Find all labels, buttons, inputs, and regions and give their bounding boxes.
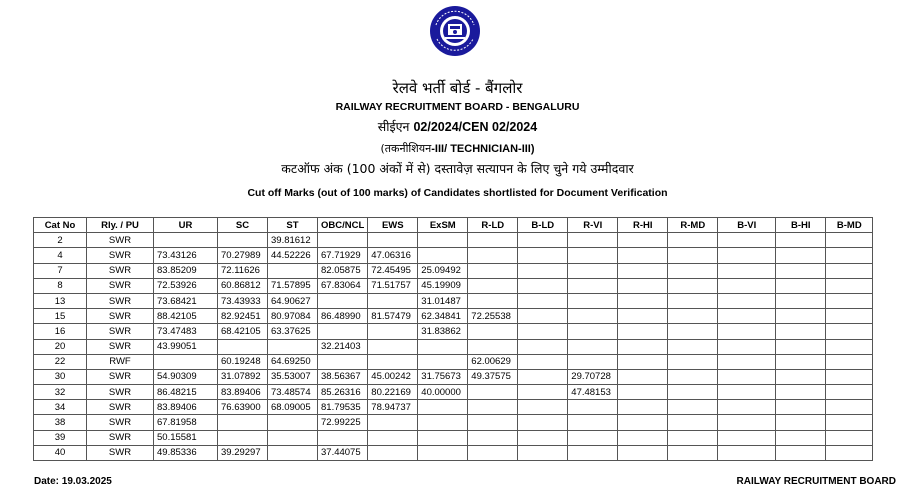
- table-cell: 71.51757: [368, 278, 418, 293]
- table-cell: [468, 248, 518, 263]
- cen-number: [0, 118, 915, 135]
- table-row: [34, 415, 873, 430]
- table-cell: 31.75673: [418, 369, 468, 384]
- table-cell: 31.83862: [418, 324, 468, 339]
- table-cell: [668, 385, 718, 400]
- table-cell: 40.00000: [418, 385, 468, 400]
- table-cell: 86.48215: [154, 385, 218, 400]
- table-cell: [776, 324, 826, 339]
- table-cell: [668, 278, 718, 293]
- table-cell: [568, 248, 618, 263]
- table-cell: SWR: [87, 400, 154, 415]
- table-cell: [718, 309, 776, 324]
- table-cell: [668, 400, 718, 415]
- table-cell: 70.27989: [218, 248, 268, 263]
- table-cell: [154, 233, 218, 248]
- table-cell: [618, 278, 668, 293]
- table-cell: 15: [34, 309, 87, 324]
- table-cell: 44.52226: [268, 248, 318, 263]
- table-cell: [468, 293, 518, 308]
- title-english: RAILWAY RECRUITMENT BOARD - BENGALURU: [335, 101, 580, 113]
- table-cell: [568, 309, 618, 324]
- table-cell: [618, 263, 668, 278]
- table-cell: [618, 309, 668, 324]
- table-cell: [718, 293, 776, 308]
- table-cell: [568, 339, 618, 354]
- table-cell: [468, 385, 518, 400]
- table-cell: 86.48990: [318, 309, 368, 324]
- table-cell: 37.44075: [318, 445, 368, 460]
- post-name: [0, 141, 915, 156]
- table-cell: RWF: [87, 354, 154, 369]
- table-cell: [368, 324, 418, 339]
- table-cell: [668, 324, 718, 339]
- table-cell: [368, 445, 418, 460]
- table-cell: [568, 445, 618, 460]
- table-cell: 78.94737: [368, 400, 418, 415]
- table-cell: 72.45495: [368, 263, 418, 278]
- table-cell: 35.53007: [268, 369, 318, 384]
- table-cell: 60.86812: [218, 278, 268, 293]
- table-cell: 81.57479: [368, 309, 418, 324]
- table-body: [34, 233, 873, 461]
- table-cell: 83.85209: [154, 263, 218, 278]
- table-cell: 72.53926: [154, 278, 218, 293]
- table-cell: [776, 233, 826, 248]
- table-cell: 31.07892: [218, 369, 268, 384]
- table-cell: [618, 400, 668, 415]
- table-cell: [218, 339, 268, 354]
- footer-organization: RAILWAY RECRUITMENT BOARD: [736, 476, 896, 487]
- table-cell: [718, 445, 776, 460]
- table-cell: [668, 445, 718, 460]
- table-cell: [668, 233, 718, 248]
- table-cell: [668, 415, 718, 430]
- table-row: [34, 354, 873, 369]
- table-cell: 31.01487: [418, 293, 468, 308]
- table-cell: 39.29297: [218, 445, 268, 460]
- table-cell: [668, 339, 718, 354]
- table-cell: 49.85336: [154, 445, 218, 460]
- subtitle-hindi: कटऑफ अंक (100 अंकों में से) दस्तावेज़ सत्यापन के लिए चुने गये उम्मीदवार: [281, 161, 634, 176]
- table-cell: [418, 445, 468, 460]
- table-cell: [468, 263, 518, 278]
- table-cell: [154, 354, 218, 369]
- table-cell: SWR: [87, 233, 154, 248]
- column-header: B-VI: [718, 218, 776, 233]
- column-header: Cat No: [34, 218, 87, 233]
- column-header: R-MD: [668, 218, 718, 233]
- table-cell: 62.00629: [468, 354, 518, 369]
- table-cell: 64.69250: [268, 354, 318, 369]
- table-cell: [468, 430, 518, 445]
- table-cell: [218, 233, 268, 248]
- table-cell: [618, 339, 668, 354]
- table-cell: [618, 324, 668, 339]
- table-cell: 72.11626: [218, 263, 268, 278]
- cutoff-marks-table: [33, 217, 873, 461]
- table-cell: [618, 415, 668, 430]
- table-cell: 34: [34, 400, 87, 415]
- table-cell: 4: [34, 248, 87, 263]
- table-row: [34, 369, 873, 384]
- table-cell: 43.99051: [154, 339, 218, 354]
- indian-railways-emblem-icon: [426, 5, 484, 57]
- table-cell: SWR: [87, 263, 154, 278]
- table-cell: [568, 324, 618, 339]
- table-cell: 22: [34, 354, 87, 369]
- table-cell: [776, 248, 826, 263]
- column-header: R-HI: [618, 218, 668, 233]
- table-cell: 54.90309: [154, 369, 218, 384]
- column-header: SC: [218, 218, 268, 233]
- table-cell: [418, 430, 468, 445]
- column-header: EWS: [368, 218, 418, 233]
- table-cell: [718, 263, 776, 278]
- table-cell: [468, 339, 518, 354]
- table-cell: 49.37575: [468, 369, 518, 384]
- table-cell: [318, 430, 368, 445]
- table-cell: [668, 263, 718, 278]
- table-cell: 47.06316: [368, 248, 418, 263]
- table-row: [34, 309, 873, 324]
- table-cell: 72.25538: [468, 309, 518, 324]
- table-cell: [718, 415, 776, 430]
- table-cell: [618, 354, 668, 369]
- table-cell: SWR: [87, 385, 154, 400]
- table-cell: [518, 400, 568, 415]
- table-cell: [668, 248, 718, 263]
- table-cell: 60.19248: [218, 354, 268, 369]
- table-cell: 68.09005: [268, 400, 318, 415]
- table-cell: [468, 324, 518, 339]
- table-cell: [776, 278, 826, 293]
- table-cell: [418, 248, 468, 263]
- table-cell: 76.63900: [218, 400, 268, 415]
- table-cell: [826, 400, 873, 415]
- table-cell: 2: [34, 233, 87, 248]
- table-cell: [826, 278, 873, 293]
- table-cell: 32.21403: [318, 339, 368, 354]
- table-cell: 39: [34, 430, 87, 445]
- table-cell: 73.43126: [154, 248, 218, 263]
- title-hindi: रेलवे भर्ती बोर्ड - बैंगलोर: [392, 79, 523, 97]
- table-cell: [618, 385, 668, 400]
- table-cell: 81.79535: [318, 400, 368, 415]
- table-row: [34, 293, 873, 308]
- table-cell: SWR: [87, 369, 154, 384]
- table-cell: [718, 248, 776, 263]
- table-cell: [318, 233, 368, 248]
- table-cell: 71.57895: [268, 278, 318, 293]
- table-cell: [718, 430, 776, 445]
- table-cell: SWR: [87, 278, 154, 293]
- table-cell: [776, 430, 826, 445]
- table-row: [34, 339, 873, 354]
- table-cell: [318, 293, 368, 308]
- column-header: B-LD: [518, 218, 568, 233]
- table-row: [34, 385, 873, 400]
- table-cell: [518, 354, 568, 369]
- table-cell: [218, 430, 268, 445]
- table-cell: 20: [34, 339, 87, 354]
- column-header: ExSM: [418, 218, 468, 233]
- table-cell: [826, 339, 873, 354]
- table-cell: [826, 248, 873, 263]
- table-cell: [268, 430, 318, 445]
- table-cell: 80.97084: [268, 309, 318, 324]
- table-cell: 64.90627: [268, 293, 318, 308]
- table-cell: 82.92451: [218, 309, 268, 324]
- table-row: [34, 278, 873, 293]
- table-cell: 83.89406: [154, 400, 218, 415]
- table-cell: [268, 263, 318, 278]
- table-cell: [368, 415, 418, 430]
- table-cell: [776, 293, 826, 308]
- table-cell: [718, 369, 776, 384]
- table-cell: [518, 293, 568, 308]
- table-cell: 45.19909: [418, 278, 468, 293]
- table-cell: [418, 354, 468, 369]
- table-cell: [568, 293, 618, 308]
- table-row: [34, 430, 873, 445]
- column-header: R-LD: [468, 218, 518, 233]
- post-hindi: (तकनीशियन: [380, 142, 432, 155]
- table-cell: [518, 233, 568, 248]
- table-cell: 67.71929: [318, 248, 368, 263]
- table-cell: 39.81612: [268, 233, 318, 248]
- table-cell: [776, 400, 826, 415]
- column-header: OBC/NCL: [318, 218, 368, 233]
- table-cell: [468, 445, 518, 460]
- table-cell: 62.34841: [418, 309, 468, 324]
- table-cell: 73.43933: [218, 293, 268, 308]
- table-cell: [826, 309, 873, 324]
- column-header: B-HI: [776, 218, 826, 233]
- table-cell: [518, 278, 568, 293]
- cen-hindi: सीईएन: [377, 119, 410, 134]
- table-cell: 73.47483: [154, 324, 218, 339]
- table-cell: 29.70728: [568, 369, 618, 384]
- table-cell: [826, 430, 873, 445]
- table-cell: [568, 415, 618, 430]
- table-cell: [718, 233, 776, 248]
- table-cell: 67.81958: [154, 415, 218, 430]
- table-cell: 88.42105: [154, 309, 218, 324]
- table-cell: [618, 233, 668, 248]
- table-cell: [518, 339, 568, 354]
- table-cell: [568, 400, 618, 415]
- table-cell: 85.26316: [318, 385, 368, 400]
- table-cell: [826, 385, 873, 400]
- table-cell: [418, 339, 468, 354]
- table-cell: 38.56367: [318, 369, 368, 384]
- table-cell: 13: [34, 293, 87, 308]
- table-cell: [468, 415, 518, 430]
- table-cell: [468, 278, 518, 293]
- table-cell: [718, 385, 776, 400]
- table-cell: [568, 354, 618, 369]
- table-cell: SWR: [87, 309, 154, 324]
- table-cell: [268, 415, 318, 430]
- column-header: R-VI: [568, 218, 618, 233]
- table-cell: [776, 263, 826, 278]
- table-cell: SWR: [87, 293, 154, 308]
- footer-date: Date: 19.03.2025: [34, 476, 112, 487]
- table-cell: [368, 430, 418, 445]
- table-cell: [618, 369, 668, 384]
- table-cell: [776, 385, 826, 400]
- table-cell: [776, 415, 826, 430]
- table-cell: 7: [34, 263, 87, 278]
- table-row: [34, 233, 873, 248]
- table-cell: [826, 445, 873, 460]
- table-cell: [776, 369, 826, 384]
- table-cell: SWR: [87, 248, 154, 263]
- table-row: [34, 324, 873, 339]
- table-cell: [826, 263, 873, 278]
- table-cell: 73.48574: [268, 385, 318, 400]
- table-row: [34, 445, 873, 460]
- table-cell: [518, 385, 568, 400]
- table-cell: 80.22169: [368, 385, 418, 400]
- table-cell: [518, 248, 568, 263]
- table-cell: [568, 430, 618, 445]
- table-cell: [368, 339, 418, 354]
- table-cell: [468, 233, 518, 248]
- table-cell: [668, 430, 718, 445]
- table-cell: [468, 400, 518, 415]
- cen-code: 02/2024/CEN 02/2024: [413, 120, 538, 134]
- table-cell: SWR: [87, 415, 154, 430]
- table-cell: [718, 324, 776, 339]
- table-cell: [668, 293, 718, 308]
- table-cell: 38: [34, 415, 87, 430]
- table-cell: [826, 324, 873, 339]
- table-cell: 68.42105: [218, 324, 268, 339]
- table-cell: 82.05875: [318, 263, 368, 278]
- table-cell: [568, 233, 618, 248]
- table-row: [34, 263, 873, 278]
- table-cell: [668, 309, 718, 324]
- table-cell: [618, 445, 668, 460]
- table-cell: SWR: [87, 324, 154, 339]
- table-cell: [618, 293, 668, 308]
- subtitle-english: Cut off Marks (out of 100 marks) of Candidates shortlisted for Document Verification: [247, 187, 668, 199]
- table-cell: [568, 263, 618, 278]
- table-cell: [718, 354, 776, 369]
- table-cell: SWR: [87, 430, 154, 445]
- table-cell: [568, 278, 618, 293]
- table-cell: 83.89406: [218, 385, 268, 400]
- table-cell: [826, 415, 873, 430]
- table-row: [34, 248, 873, 263]
- table-cell: 16: [34, 324, 87, 339]
- table-cell: 8: [34, 278, 87, 293]
- table-cell: 63.37625: [268, 324, 318, 339]
- table-cell: SWR: [87, 445, 154, 460]
- table-cell: [268, 445, 318, 460]
- table-cell: [218, 415, 268, 430]
- table-cell: [518, 445, 568, 460]
- table-cell: [718, 339, 776, 354]
- table-cell: 32: [34, 385, 87, 400]
- post-english: -III/ TECHNICIAN-III): [431, 143, 535, 155]
- column-header: B-MD: [826, 218, 873, 233]
- table-cell: [518, 430, 568, 445]
- table-cell: [368, 293, 418, 308]
- table-cell: [418, 415, 468, 430]
- table-cell: [776, 309, 826, 324]
- table-cell: [518, 309, 568, 324]
- table-cell: [718, 400, 776, 415]
- column-header: ST: [268, 218, 318, 233]
- table-cell: [776, 445, 826, 460]
- table-cell: [826, 233, 873, 248]
- table-cell: 25.09492: [418, 263, 468, 278]
- table-cell: [318, 354, 368, 369]
- table-row: [34, 400, 873, 415]
- table-cell: 73.68421: [154, 293, 218, 308]
- table-cell: [418, 233, 468, 248]
- table-cell: [418, 400, 468, 415]
- table-cell: [618, 248, 668, 263]
- table-cell: [826, 369, 873, 384]
- table-cell: [518, 369, 568, 384]
- table-cell: [518, 415, 568, 430]
- table-cell: 40: [34, 445, 87, 460]
- table-cell: [826, 354, 873, 369]
- table-cell: [668, 369, 718, 384]
- column-header: Rly. / PU: [87, 218, 154, 233]
- table-cell: [318, 324, 368, 339]
- table-cell: [268, 339, 318, 354]
- table-cell: [618, 430, 668, 445]
- table-cell: [718, 278, 776, 293]
- table-header-row: [34, 218, 873, 233]
- table-cell: 45.00242: [368, 369, 418, 384]
- table-cell: 50.15581: [154, 430, 218, 445]
- table-cell: [518, 324, 568, 339]
- table-cell: 30: [34, 369, 87, 384]
- column-header: UR: [154, 218, 218, 233]
- table-cell: [776, 339, 826, 354]
- table-cell: [776, 354, 826, 369]
- table-cell: [668, 354, 718, 369]
- table-cell: [518, 263, 568, 278]
- table-cell: 47.48153: [568, 385, 618, 400]
- table-cell: SWR: [87, 339, 154, 354]
- table-cell: [368, 233, 418, 248]
- table-cell: [826, 293, 873, 308]
- table-cell: 72.99225: [318, 415, 368, 430]
- table-cell: [368, 354, 418, 369]
- table-cell: 67.83064: [318, 278, 368, 293]
